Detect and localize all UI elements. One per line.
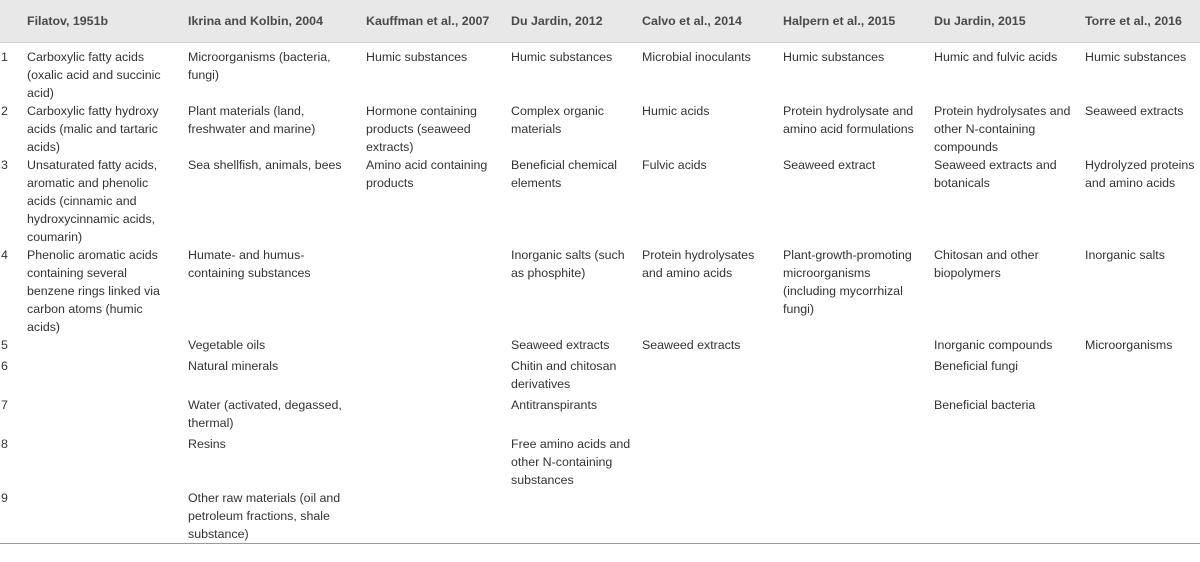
- table-cell-calvo-2014: [635, 357, 776, 396]
- table-body: [0, 42, 1200, 543]
- column-header-halpern-2015: Halpern et al., 2015: [776, 0, 927, 42]
- table-cell-calvo-2014: Humic acids: [642, 103, 710, 118]
- table-cell-torre-2016: [1078, 357, 1200, 396]
- table-cell-kauffman-2007: [359, 396, 504, 435]
- table-cell-ikrina-kolbin-2004: Sea shellfish, animals, bees: [188, 157, 342, 172]
- column-header-kauffman-2007: Kauffman et al., 2007: [359, 0, 504, 42]
- table-row: [0, 489, 1200, 544]
- column-header-du-jardin-2015: Du Jardin, 2015: [927, 0, 1078, 42]
- row-number-cell: 8: [1, 436, 8, 451]
- table-cell-halpern-2015: Plant-growth-promoting microorganisms (including mycorrhizal fungi): [783, 247, 912, 316]
- table-cell-ikrina-kolbin-2004: Other raw materials (oil and petroleum fractions, shale substance): [181, 489, 359, 544]
- table-cell-filatov-1951b: Carboxylic fatty acids (oxalic acid and succinic acid): [27, 49, 161, 100]
- table-cell-ikrina-kolbin-2004: Water (activated, degassed, thermal): [188, 397, 342, 430]
- table-cell-halpern-2015: [776, 435, 927, 489]
- table-row: [0, 435, 1200, 489]
- table-cell-du-jardin-2012: Complex organic materials: [511, 103, 604, 136]
- table-cell-du-jardin-2015: Inorganic compounds: [934, 337, 1053, 352]
- table-cell-ikrina-kolbin-2004: Vegetable oils: [188, 337, 266, 352]
- table-cell-du-jardin-2012: Chitin and chitosan derivatives: [511, 358, 617, 391]
- table-row: [0, 357, 1200, 396]
- table-cell-du-jardin-2012: Antitranspirants: [511, 397, 598, 412]
- table-cell-filatov-1951b: [20, 396, 181, 435]
- table-cell-calvo-2014: [635, 489, 776, 544]
- table-row: [0, 156, 1200, 246]
- table-cell-halpern-2015: Seaweed extract: [783, 157, 876, 172]
- table-cell-ikrina-kolbin-2004: Microorganisms (bacteria, fungi): [188, 49, 331, 82]
- table-cell-calvo-2014: Protein hydrolysates and amino acids: [642, 247, 755, 280]
- table-cell-du-jardin-2012: Inorganic salts (such as phosphite): [511, 247, 625, 280]
- table-cell-torre-2016: Microorganisms: [1085, 337, 1173, 352]
- table-cell-filatov-1951b: [20, 336, 181, 357]
- table-cell-kauffman-2007: Humic substances: [366, 49, 468, 64]
- table-cell-calvo-2014: Seaweed extracts: [642, 337, 741, 352]
- table-cell-du-jardin-2015: Seaweed extracts and botanicals: [934, 157, 1057, 190]
- table-cell-calvo-2014: [635, 396, 776, 435]
- table-cell-du-jardin-2015: Beneficial fungi: [934, 358, 1019, 373]
- table-cell-halpern-2015: Protein hydrolysate and amino acid formulations: [783, 103, 914, 136]
- row-number-cell: 1: [1, 49, 8, 64]
- table-cell-filatov-1951b: Phenolic aromatic acids containing several benzene rings linked via carbon atoms (humic acids): [27, 247, 160, 334]
- table-cell-halpern-2015: Humic substances: [783, 49, 885, 64]
- row-number-cell: 2: [1, 103, 8, 118]
- table-cell-kauffman-2007: Hormone containing products (seaweed extracts): [366, 103, 477, 154]
- row-number-cell: 7: [1, 397, 8, 412]
- row-number-cell: 4: [1, 247, 8, 262]
- table-row: [0, 246, 1200, 336]
- table-cell-calvo-2014: [635, 435, 776, 489]
- table-cell-ikrina-kolbin-2004: Humate- and humus-containing substances: [188, 247, 311, 280]
- table-cell-ikrina-kolbin-2004: Plant materials (land, freshwater and marine): [188, 103, 316, 136]
- table-cell-torre-2016: [1078, 396, 1200, 435]
- table-cell-du-jardin-2012: Free amino acids and other N-containing substances: [511, 436, 631, 487]
- table-cell-torre-2016: [1078, 435, 1200, 489]
- table-cell-filatov-1951b: [20, 435, 181, 489]
- table-cell-halpern-2015: [776, 336, 927, 357]
- table-cell-filatov-1951b: Carboxylic fatty hydroxy acids (malic and tartaric acids): [27, 103, 159, 154]
- row-number-cell: 3: [1, 157, 8, 172]
- table-cell-torre-2016: Inorganic salts: [1085, 247, 1165, 262]
- column-header-ikrina-kolbin-2004: Ikrina and Kolbin, 2004: [181, 0, 359, 42]
- table-header: [0, 0, 1200, 42]
- table-cell-calvo-2014: Fulvic acids: [642, 157, 707, 172]
- table-cell-du-jardin-2012: Seaweed extracts: [511, 337, 610, 352]
- table-cell-du-jardin-2015: Chitosan and other biopolymers: [934, 247, 1039, 280]
- table-cell-du-jardin-2015: [927, 435, 1078, 489]
- table-cell-halpern-2015: [776, 396, 927, 435]
- table-cell-du-jardin-2015: Beneficial bacteria: [934, 397, 1036, 412]
- row-number-cell: 5: [1, 337, 8, 352]
- column-header-calvo-2014: Calvo et al., 2014: [635, 0, 776, 42]
- table-cell-kauffman-2007: [359, 246, 504, 336]
- table-row: [0, 396, 1200, 435]
- column-header-du-jardin-2012: Du Jardin, 2012: [504, 0, 635, 42]
- table-cell-torre-2016: Humic substances: [1085, 49, 1187, 64]
- table-cell-du-jardin-2015: [927, 489, 1078, 544]
- table-cell-kauffman-2007: Amino acid containing products: [366, 157, 488, 190]
- table-cell-halpern-2015: [776, 489, 927, 544]
- row-number-cell: 6: [1, 358, 8, 373]
- table-cell-du-jardin-2015: Protein hydrolysates and other N-containing compounds: [934, 103, 1071, 154]
- table-cell-kauffman-2007: [359, 357, 504, 396]
- table-cell-torre-2016: Hydrolyzed proteins and amino acids: [1085, 157, 1195, 190]
- column-header-row-number: [0, 0, 20, 42]
- table-cell-du-jardin-2012: Beneficial chemical elements: [511, 157, 618, 190]
- table-cell-filatov-1951b: [20, 489, 181, 544]
- table-cell-kauffman-2007: [359, 435, 504, 489]
- table-cell-ikrina-kolbin-2004: Natural minerals: [188, 358, 279, 373]
- table-cell-filatov-1951b: [20, 357, 181, 396]
- table-cell-ikrina-kolbin-2004: Resins: [188, 436, 226, 451]
- table-cell-torre-2016: Seaweed extracts: [1085, 103, 1184, 118]
- table-cell-halpern-2015: [776, 357, 927, 396]
- column-header-filatov-1951b: Filatov, 1951b: [20, 0, 181, 42]
- table-cell-kauffman-2007: [359, 489, 504, 544]
- table-row: [0, 102, 1200, 156]
- table-row: [0, 42, 1200, 102]
- table-cell-kauffman-2007: [359, 336, 504, 357]
- table-row: [0, 336, 1200, 357]
- header-row: [0, 0, 1200, 42]
- table-cell-calvo-2014: Microbial inoculants: [642, 49, 751, 64]
- table-cell-du-jardin-2012: [504, 489, 635, 544]
- row-number-cell: 9: [0, 489, 20, 544]
- table-cell-filatov-1951b: Unsaturated fatty acids, aromatic and phenolic acids (cinnamic and hydroxycinnamic acids, coumarin): [27, 157, 158, 244]
- table-cell-du-jardin-2012: Humic substances: [511, 49, 613, 64]
- table-cell-du-jardin-2015: Humic and fulvic acids: [934, 49, 1058, 64]
- table-cell-torre-2016: [1078, 489, 1200, 544]
- column-header-torre-2016: Torre et al., 2016: [1078, 0, 1200, 42]
